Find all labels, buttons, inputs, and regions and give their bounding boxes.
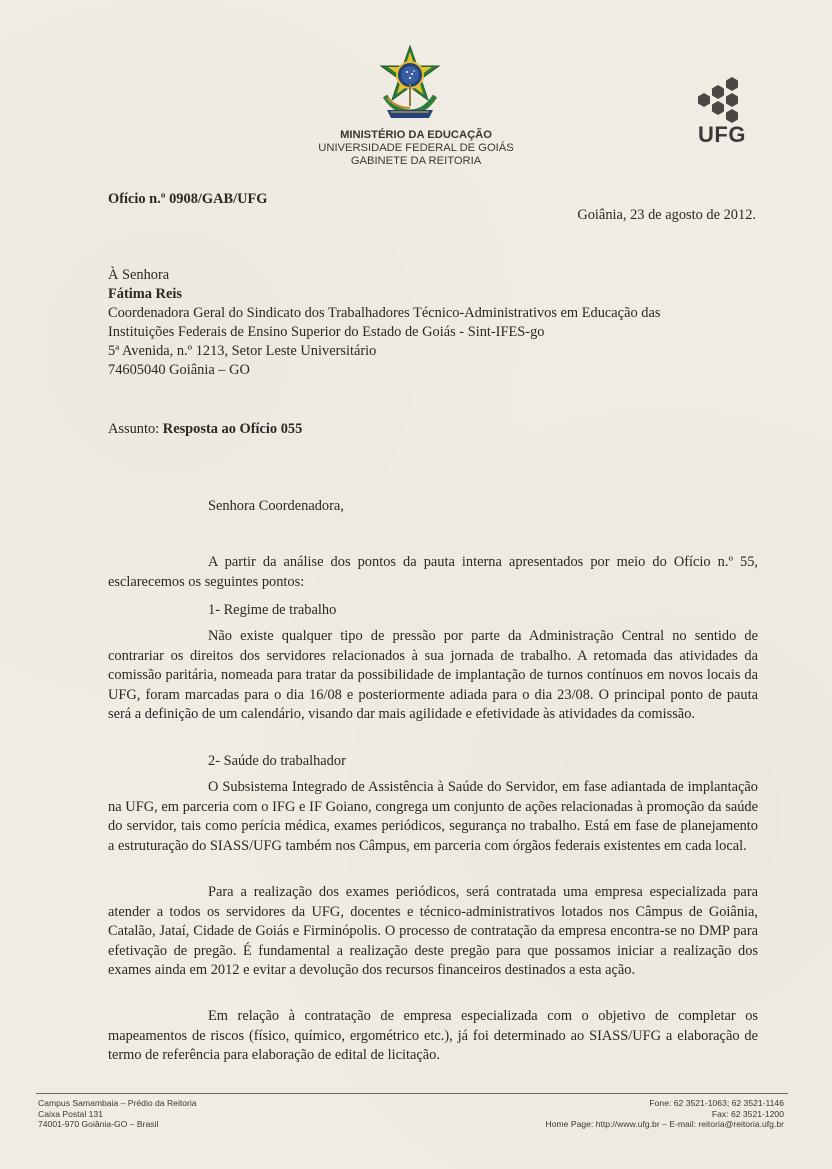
recipient-address1: 5ª Avenida, n.º 1213, Setor Leste Universitário: [108, 343, 377, 359]
subject-label: Assunto:: [108, 421, 160, 437]
section2-paragraph1: [108, 778, 758, 856]
recipient-role-line2: Instituições Federais de Ensino Superior do Estado de Goiás - Sint-IFES-go: [108, 324, 545, 340]
greeting: Senhora Coordenadora,: [208, 498, 344, 514]
recipient-address2: 74605040 Goiânia – GO: [108, 362, 250, 378]
footer-address: [38, 1098, 197, 1130]
footer-contact: [546, 1098, 784, 1130]
footer-left-line3: 74001-970 Goiânia-GO – Brasil: [38, 1119, 159, 1129]
intro-text: A partir da análise dos pontos da pauta interna apresentados por meio do Ofício n.º 55, esclarecemos os seguintes pontos:: [108, 554, 758, 590]
subject-line: [108, 420, 302, 438]
ministry-heading: MINISTÉRIO DA EDUCAÇÃO: [340, 129, 492, 141]
subject-text: Resposta ao Ofício 055: [162, 421, 303, 437]
footer-divider: [36, 1093, 788, 1094]
document-number: Ofício n.º 0908/GAB/UFG: [108, 191, 268, 207]
section2-text1: O Subsistema Integrado de Assistência à Saúde do Servidor, em fase adiantada de implantação na UFG, em parceria com o IFG e IF Goiano, congrega um conjunto de ações relacionadas à promoção da saúde do servidor, tais como perícia médica, exames periódicos, segurança no trabalho. Está em fase de planejamento a estruturação do SIASS/UFG também nos Câmpus, em parceria com órgãos federais existentes em cada local.: [108, 779, 758, 854]
ufg-logo-text: UFG: [698, 122, 746, 147]
section1-paragraph: [108, 627, 758, 725]
intro-paragraph: [108, 553, 758, 592]
office-heading: GABINETE DA REITORIA: [350, 155, 482, 167]
university-heading: UNIVERSIDADE FEDERAL DE GOIÁS: [318, 142, 514, 154]
section2-title: 2- Saúde do trabalhador: [208, 753, 346, 769]
section1-text: Não existe qualquer tipo de pressão por parte da Administração Central no sentido de contrariar os direitos dos servidores relacionados à sua jornada de trabalho. A retomada das atividades da comissão paritária, nomeada para tratar da possibilidade de implantação de turnos contínuos em novos locais da UFG, foram marcadas para o dia 16/08 e posteriormente adiada para o dia 23/08. O principal ponto de pauta será a definição de um calendário, visando dar mais agilidade e efetividade às atividades da comissão.: [108, 628, 758, 722]
section2-paragraph3: [108, 1007, 758, 1066]
place-date: Goiânia, 23 de agosto de 2012.: [577, 207, 756, 223]
brazil-coat-of-arms-icon: [377, 44, 443, 122]
footer-left-line1: Campus Samambaia – Prédio da Reitoria: [38, 1098, 197, 1108]
recipient-salutation: À Senhora: [108, 267, 170, 283]
section2-paragraph2: [108, 883, 758, 981]
recipient-name: Fátima Reis: [108, 286, 182, 302]
section2-text2: Para a realização dos exames periódicos, será contratada uma empresa especializada para atender a todos os servidores da UFG, docentes e técnico-administrativos lotados nos Câmpus de Goiânia, Catalão, Jataí, Cidade de Goiás e Firminópolis. O processo de contratação da empresa encontra-se no DMP para efetivação de pregão. É fundamental a realização deste pregão para que possamos iniciar a realização dos exames ainda em 2012 e evitar a devolução dos recursos financeiros destinados a esta ação.: [108, 884, 758, 978]
footer-left-line2: Caixa Postal 131: [38, 1108, 103, 1119]
section2-text3: Em relação à contratação de empresa especializada com o objetivo de completar os mapeamentos de riscos (físico, químico, ergométrico etc.), já foi determinado ao SIASS/UFG a elaboração de termo de referência para elaboração de edital de licitação.: [108, 1008, 758, 1063]
footer-right-line1: Fone: 62 3521-1063; 62 3521-1146: [649, 1098, 784, 1108]
recipient-role-line1: Coordenadora Geral do Sindicato dos Trabalhadores Técnico-Administrativos em Educação das: [108, 305, 661, 321]
section1-title: 1- Regime de trabalho: [208, 602, 337, 618]
footer-right-line2: Fax: 62 3521-1200: [711, 1108, 784, 1119]
footer-right-line3: Home Page: http://www.ufg.br – E-mail: reitoria@reitoria.ufg.br: [545, 1119, 784, 1129]
